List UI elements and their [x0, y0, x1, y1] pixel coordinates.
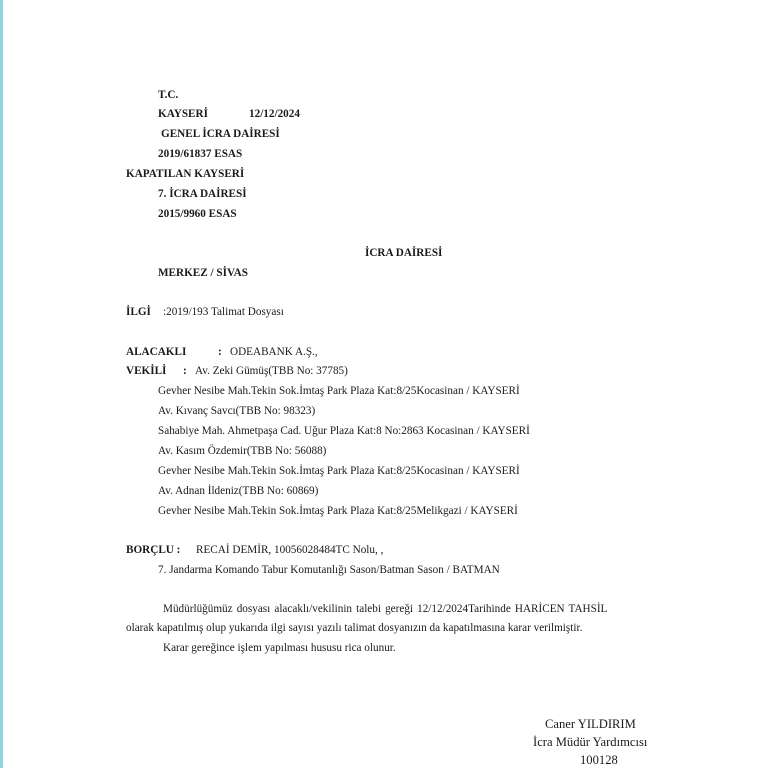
- signature-name: Caner YILDIRIM: [545, 717, 636, 731]
- page-left-border: [0, 0, 3, 768]
- attorney-line: Av. Adnan İldeniz(TBB No: 60869): [158, 485, 319, 497]
- creditor-label: ALACAKLI: [126, 346, 187, 358]
- signature-title: İcra Müdür Yardımcısı: [533, 735, 648, 749]
- recipient-location: MERKEZ / SİVAS: [158, 267, 248, 279]
- reference-label: İLGİ: [126, 306, 151, 318]
- signature-number: 100128: [580, 753, 618, 767]
- header-office: GENEL İCRA DAİRESİ: [161, 128, 280, 140]
- attorney-line: Gevher Nesibe Mah.Tekin Sok.İmtaş Park Plaza Kat:8/25Kocasinan / KAYSERİ: [158, 385, 520, 397]
- header-closed-file-no: 2015/9960 ESAS: [158, 208, 237, 220]
- debtor-label: BORÇLU :: [126, 544, 181, 556]
- body-paragraph-line: olarak kapatılmış olup yukarıda ilgi sayısı yazılı talimat dosyanızın da kapatılmasına karar verilmiştir.: [126, 622, 583, 634]
- header-closed-office-name: 7. İCRA DAİRESİ: [158, 188, 247, 200]
- attorney-line: Av. Kasım Özdemir(TBB No: 56088): [158, 445, 327, 457]
- header-city: KAYSERİ: [158, 108, 208, 120]
- recipient-title: İCRA DAİRESİ: [365, 247, 443, 259]
- attorney-line: Av. Kıvanç Savcı(TBB No: 98323): [158, 405, 316, 417]
- attorneys-label: VEKİLİ: [126, 365, 167, 377]
- body-paragraph-line: Müdürlüğümüz dosyası alacaklı/vekilinin talebi gereği 12/12/2024Tarihinde HARİCEN TAHSİL: [163, 603, 608, 615]
- header-date: 12/12/2024: [249, 108, 300, 120]
- debtor-name: RECAİ DEMİR, 10056028484TC Nolu, ,: [196, 544, 384, 556]
- creditor-colon: :: [218, 346, 222, 358]
- header-closed-office: KAPATILAN KAYSERİ: [126, 168, 245, 180]
- debtor-address: 7. Jandarma Komando Tabur Komutanlığı Sason/Batman Sason / BATMAN: [158, 564, 500, 576]
- body-closing-line: Karar gereğince işlem yapılması hususu rica olunur.: [163, 642, 396, 654]
- reference-value: :2019/193 Talimat Dosyası: [163, 306, 284, 318]
- attorney-line: Gevher Nesibe Mah.Tekin Sok.İmtaş Park Plaza Kat:8/25Kocasinan / KAYSERİ: [158, 465, 520, 477]
- attorney-line: Sahabiye Mah. Ahmetpaşa Cad. Uğur Plaza Kat:8 No:2863 Kocasinan / KAYSERİ: [158, 425, 530, 437]
- attorney-line: Av. Zeki Gümüş(TBB No: 37785): [195, 365, 348, 377]
- creditor-name: ODEABANK A.Ş.,: [230, 346, 318, 358]
- header-file-no: 2019/61837 ESAS: [158, 148, 243, 160]
- attorneys-colon: :: [183, 365, 187, 377]
- header-tc: T.C.: [158, 89, 179, 101]
- attorney-line: Gevher Nesibe Mah.Tekin Sok.İmtaş Park Plaza Kat:8/25Melikgazi / KAYSERİ: [158, 505, 518, 517]
